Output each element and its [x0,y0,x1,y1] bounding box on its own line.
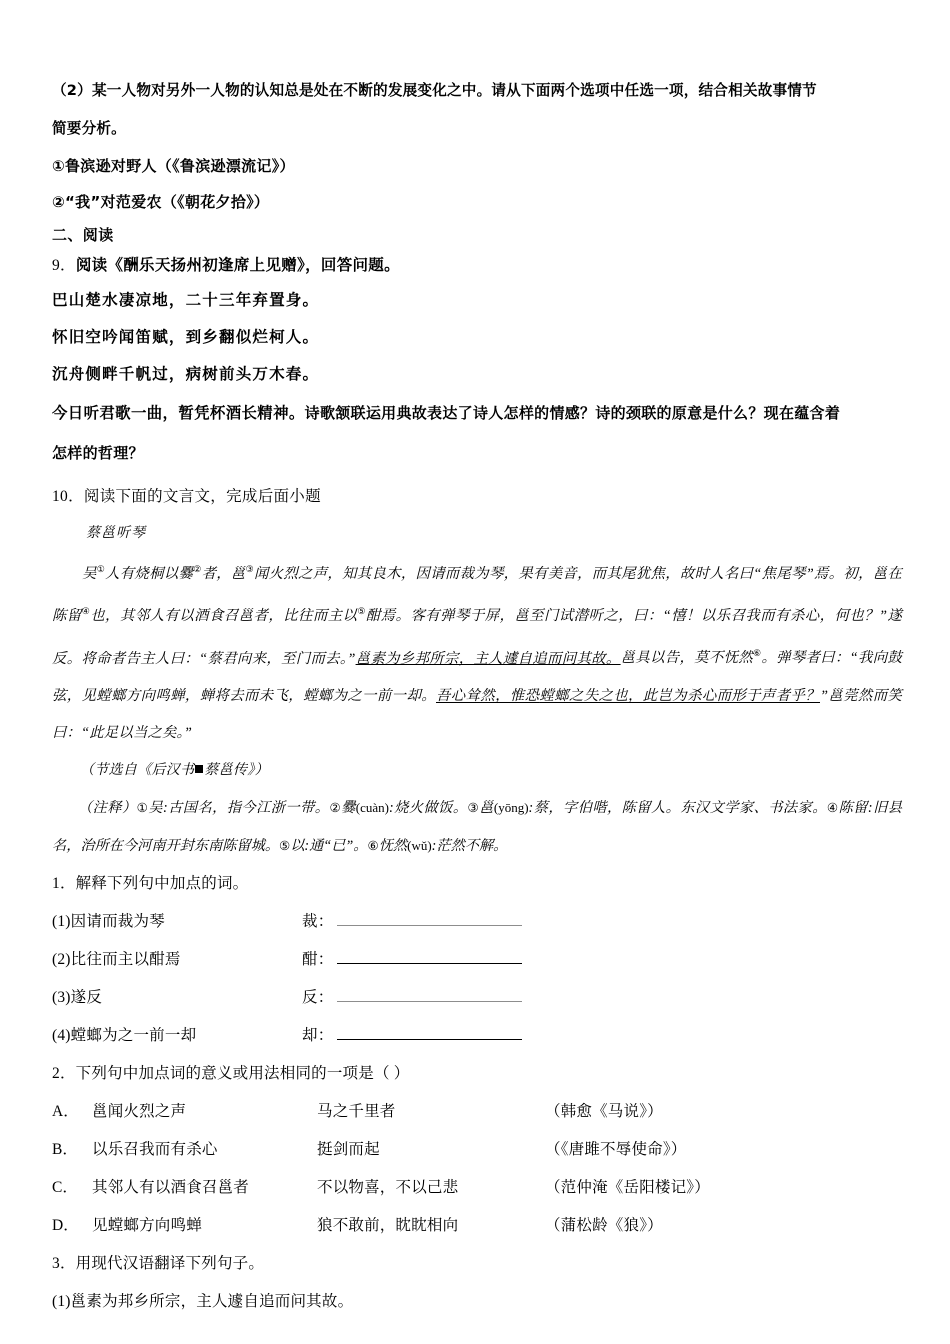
sub-question-1-number: 1． [52,874,76,892]
choice-col-1: 其邻人有以酒食召邕者 [92,1178,250,1196]
choice-col-2: 不以物喜，不以己悲 [317,1178,459,1196]
sub-question-1-item [52,941,902,979]
answer-blank[interactable] [337,911,522,926]
footnote-marker: ⑤ [357,606,366,617]
choice-letter: C． [52,1178,78,1196]
choice-col-2: 狼不敢前，眈眈相向 [317,1216,459,1234]
sub-question-3-number: 3． [52,1254,76,1272]
passage-notes [52,789,902,865]
question-9-tail-2: 怎样的哲理？ [52,444,144,462]
footnote-marker: ⑤ [279,838,291,853]
poem-line-4: 今日听君歌一曲，暂凭杯酒长精神。 [52,405,305,422]
choice-col-1: 以乐召我而有杀心 [92,1140,218,1158]
footnote-marker: ④ [81,606,91,617]
question-9-tail-1: 诗歌颔联运用典故表达了诗人怎样的情感？诗的颈联的原意是什么？现在蕴含着 [304,404,841,422]
choice-col-2: 挺剑而起 [317,1140,380,1158]
sub-item-label: (1)因请而裁为琴 [52,912,165,930]
passage-line-2: 琴”焉。初，邕在陈留④也，其邻人有以酒食召邕者，比往而主以⑤酣焉。客有弹琴于屏，邕至门试潜听之，曰：“憘！ [52,565,903,625]
sub-question-2-text: 下列句中加点词的意义或用法相同的一项是（ ） [75,1064,410,1082]
passage-source [52,753,902,789]
sub-item-label: (3)遂反 [52,988,103,1006]
question-10-number: 10． [52,488,84,505]
question-9-number: 9． [52,257,76,274]
intro-question-block [52,72,902,148]
choice-col-2: 马之千里者 [317,1102,396,1120]
footnote-marker: ⑥ [367,838,379,853]
passage-underline-2a: 吾心耸然，惟恐 [436,687,540,704]
choice-col-3: （蒲松龄《狼》） [545,1216,663,1234]
sub-question-1-item [52,903,902,941]
passage-line-4-pre: 邕具以告，莫不怃然⑥。弹琴者曰：“我向鼓弦，见螳螂方向鸣蝉，蝉将去而未飞，螳螂为之一前一却。 [52,648,903,704]
passage-underline-2b: 螳螂之失之也，此岂为杀心而形于声者乎？ [539,687,820,704]
passage-source-text: （节选自《后汉书 蔡邕传》） [80,762,269,778]
question-10-text: 阅读下面的文言文，完成后面小题 [83,488,321,505]
sub-item-key: 反： [302,988,334,1006]
choice-letter: A． [52,1102,79,1120]
intro-option-2: ②“我”对范爱农（《朝花夕拾》） [52,193,270,211]
passage-body [52,551,902,753]
passage-line-3-pre: 以乐召我而有杀心，何也？”遂反。将命者告主人曰：“蔡君向来，至门而去。” [52,608,903,667]
question-10-prompt [52,477,902,517]
sub-question-2-number: 2． [52,1064,76,1082]
passage-line-5-post: ”邕莞然而笑曰：“此足以当之矣。” [52,687,902,742]
pinyin: (yōng) [493,799,529,815]
sub-question-1-text: 解释下列句中加点的词。 [75,874,249,892]
choice-row-d[interactable] [52,1207,902,1245]
sub-question-1-item [52,979,902,1017]
choice-row-b[interactable] [52,1131,902,1169]
footnote-marker: ④ [826,800,839,815]
footnote-marker: ① [136,800,149,815]
choice-col-1: 见螳螂方向鸣蝉 [92,1216,202,1234]
choice-row-a[interactable] [52,1093,902,1131]
poem-line-2: 怀旧空吟闻笛赋，到乡翻似烂柯人。 [52,329,320,346]
choice-letter: B． [52,1140,78,1158]
poem-line-4-with-question [52,393,902,433]
answer-blank[interactable] [337,1025,522,1040]
sub-item-key: 酣： [302,950,334,968]
poem-line-3: 沉舟侧畔千帆过，病树前头万木春。 [52,366,320,383]
intro-option-1: ①鲁滨逊对野人（《鲁滨逊漂流记》） [52,157,295,175]
answer-blank[interactable] [337,949,522,964]
pinyin: (cuàn) [355,799,389,815]
choice-col-3: （韩愈《马说》） [545,1102,663,1120]
footnote-marker: ② [193,564,202,574]
choice-col-3: （《唐雎不辱使命》） [545,1140,687,1158]
sub-item-label: (2)比往而主以酣焉 [52,950,181,968]
footnote-marker: ③ [245,564,254,574]
choice-letter: D． [52,1216,79,1234]
answer-blank[interactable] [337,987,522,1002]
sub-question-3-prompt [52,1245,902,1283]
sub-question-1-prompt [52,865,902,903]
sub-question-3-item-1: (1)邕素为邦乡所宗，主人遽自追而问其故。 [52,1292,354,1310]
intro-question-line2: 简要分析。 [52,120,126,137]
footnote-marker: ⑥ [753,648,762,659]
section-heading: 二、阅读 [52,226,114,244]
poem-line-1: 巴山楚水凄凉地，二十三年弃置身。 [52,292,320,309]
sub-question-3-text: 用现代汉语翻译下列句子。 [75,1254,265,1272]
passage-notes-line-1: （注释）①吴:古国名，指今江浙一带。②爨(cuàn):烧火做饭。③邕(yōng):蔡，字伯喈，陈留人。东汉文学家、书法 [78,799,798,816]
black-square-glyph [195,765,203,773]
choice-col-3: （范仲淹《岳阳楼记》） [545,1178,710,1196]
choice-row-c[interactable] [52,1169,902,1207]
sub-item-key: 裁： [302,912,334,930]
sub-item-key: 却： [302,1026,334,1044]
question-9-prompt [52,250,902,282]
intro-question-line1: （2）某一人物对另外一人物的认知总是处在不断的发展变化之中。请从下面两个选项中任选一项，结合相关故事情节 [52,82,817,99]
footnote-marker: ① [96,564,106,574]
passage-line-1: 吴①人有烧桐以爨②者，邕③闻火烈之声，知其良木，因请而裁为琴，果有美音，而其尾犹焦，故时人名曰“焦尾 [82,564,792,582]
sub-question-2-prompt [52,1055,902,1093]
footnote-marker: ② [329,800,342,815]
sub-question-1-item [52,1017,902,1055]
choice-col-1: 邕闻火烈之声 [92,1102,187,1120]
sub-item-label: (4)螳螂为之一前一却 [52,1026,197,1044]
pinyin: (wǔ) [407,837,432,853]
passage-notes-line-2: 家。④陈留:旧县名，治所在今河南开封东南陈留城。⑤以:通“已”。⑥怃然(wǔ):茫然不解。 [52,799,902,854]
footnote-marker: ③ [467,800,480,815]
question-9-text: 阅读《酬乐天扬州初逢席上见赠》，回答问题。 [75,257,400,274]
passage-title: 蔡邕听琴 [86,526,146,541]
passage-underline-1: 邕素为乡邦所宗，主人遽自追而问其故。 [355,650,621,667]
